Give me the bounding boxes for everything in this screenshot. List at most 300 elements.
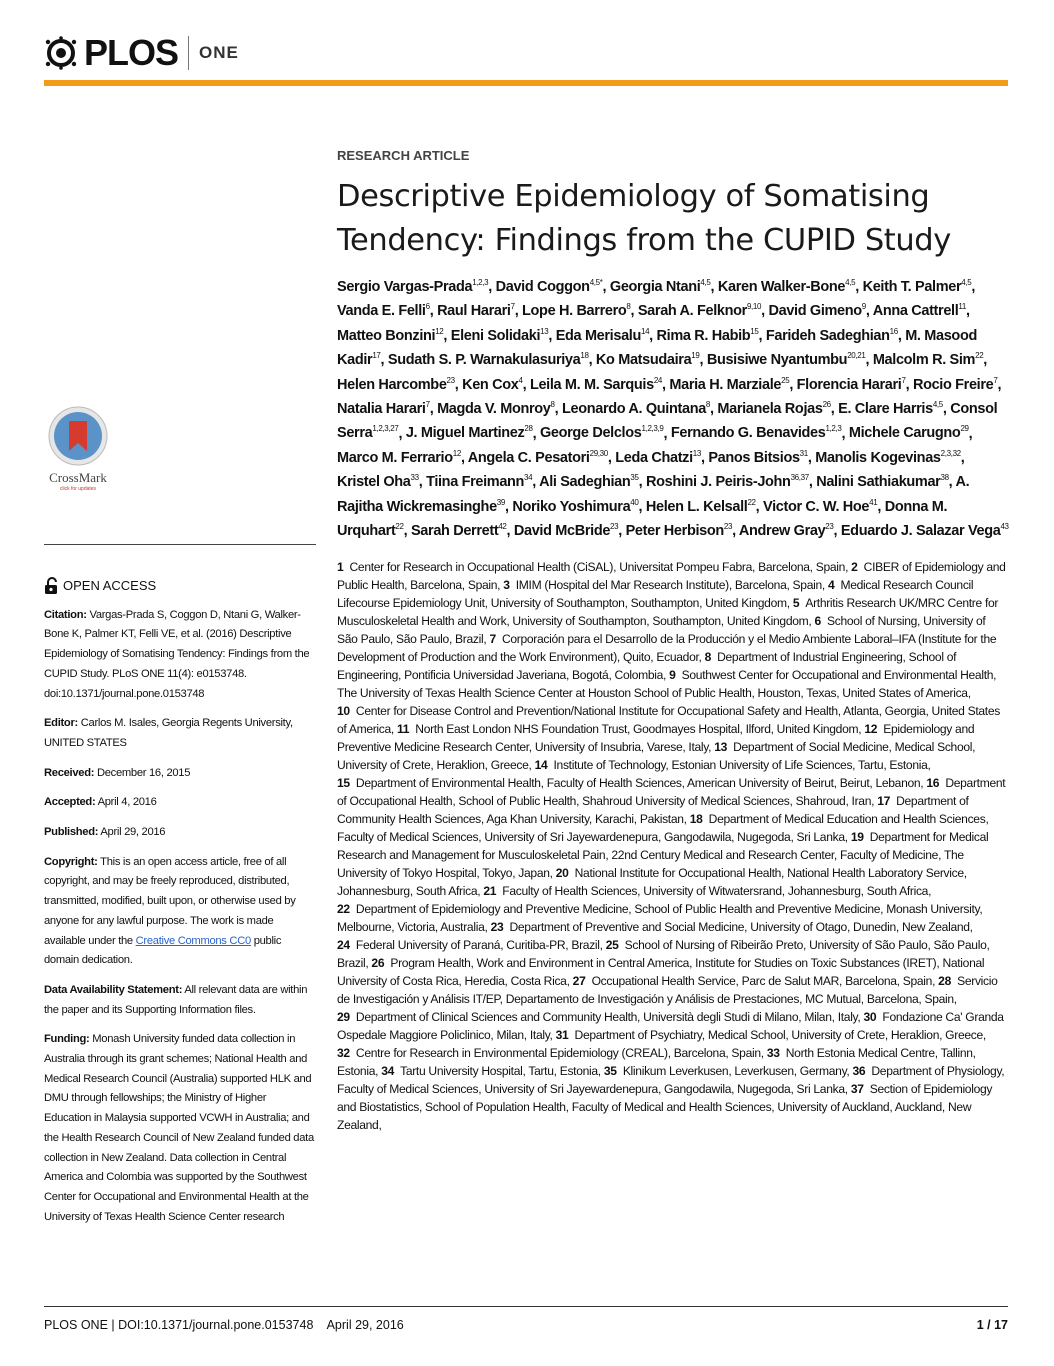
author-name: Sergio Vargas-Prada xyxy=(337,278,473,295)
page-number: 1 / 17 xyxy=(976,1318,1008,1332)
author-name: Manolis Kogevinas xyxy=(815,449,941,466)
author-affiliation-marks: 23 xyxy=(723,522,733,532)
author-affiliation-marks: 23 xyxy=(825,522,834,532)
author-affiliation-marks: 41 xyxy=(869,497,878,507)
author-affiliation-marks: 22 xyxy=(395,522,404,532)
author[interactable] xyxy=(522,303,630,319)
author[interactable] xyxy=(849,425,969,441)
affiliation-text: IMIM (Hospital del Mar Research Institute), Barcelona, Spain, xyxy=(515,577,825,592)
author-affiliation-marks: 13 xyxy=(540,326,549,336)
affiliation-text: Department of Social Medicine, Medical School, University of Crete, Heraklion, Greece, xyxy=(337,739,976,772)
author-affiliation-marks: 16 xyxy=(889,326,898,336)
author-affiliation-marks: 9,10 xyxy=(746,302,762,312)
received-label: Received: xyxy=(44,766,95,779)
journal-name: ONE xyxy=(199,43,239,62)
author[interactable] xyxy=(337,303,430,319)
author[interactable] xyxy=(337,377,455,393)
logo-divider xyxy=(188,36,189,70)
affiliation-number: 37 xyxy=(850,1081,864,1096)
author[interactable] xyxy=(540,425,664,441)
author-affiliation-marks: 8 xyxy=(626,302,631,312)
brand-name: PLOS xyxy=(84,32,179,73)
affiliation-number: 24 xyxy=(337,937,350,952)
author-affiliation-marks: 8 xyxy=(550,400,555,410)
author-name: Helen L. Kelsall xyxy=(645,498,748,515)
author[interactable] xyxy=(626,523,732,539)
affiliation xyxy=(604,1064,850,1078)
author-name: Roshini J. Peiris-John xyxy=(645,474,791,491)
affiliation-number: 21 xyxy=(483,883,497,898)
author-affiliation-marks: 4 xyxy=(518,375,523,385)
author-name: David Gimeno xyxy=(768,303,862,320)
affiliation-text: Department of Community Health Sciences, Aga Khan University, Karachi, Pakistan, xyxy=(337,793,969,826)
author[interactable] xyxy=(707,352,866,368)
affiliation xyxy=(573,974,935,988)
author-affiliation-marks: 9 xyxy=(861,302,866,312)
author-name: Eduardo J. Salazar Vega xyxy=(840,523,1001,540)
author[interactable] xyxy=(913,377,998,393)
author[interactable] xyxy=(863,279,972,295)
author-affiliation-marks: 19 xyxy=(691,351,700,361)
author-name: Andrew Gray xyxy=(738,523,826,540)
author-affiliation-marks: 4,5 xyxy=(845,278,856,287)
accepted-label: Accepted: xyxy=(44,796,96,809)
author-name: Malcolm R. Sim xyxy=(872,352,976,369)
affiliation xyxy=(503,578,825,592)
affiliation xyxy=(397,722,861,736)
copyright-text: This is an open access article, free of all copyright, and may be freely reproduced, distributed, transmitted, modified, built upon, or otherwise used by anyone for any lawful purpose. The work is made available under the xyxy=(44,855,296,947)
affiliation-text: Department of Industrial Engineering, School of Engineering, Pontificia Universidad Javeriana, Bogotá, Colombia, xyxy=(337,649,957,682)
author-affiliation-marks: 14 xyxy=(640,326,650,336)
affiliation-number: 30 xyxy=(863,1009,877,1024)
citation-label: Citation: xyxy=(44,608,87,621)
author-affiliation-marks: 34 xyxy=(524,473,533,483)
funding-label: Funding: xyxy=(44,1033,90,1046)
affiliation-number: 19 xyxy=(850,829,864,844)
author[interactable] xyxy=(657,328,759,344)
data-availability-text: All relevant data are within the paper and its Supporting Information files. xyxy=(44,983,308,1016)
affiliation-text: North Estonia Medical Centre, Tallinn, Estonia, xyxy=(337,1045,976,1078)
affiliation-number: 8 xyxy=(704,649,712,664)
affiliation-text: Department of Physiology, Faculty of Medical Sciences, University of Sri Jayewardenepura, Gangodawila, Nugegoda, Sri Lanka, xyxy=(337,1063,1005,1096)
open-lock-icon xyxy=(44,577,60,595)
accepted-text: April 4, 2016 xyxy=(97,796,157,809)
author-name: Sarah A. Felknor xyxy=(637,303,747,320)
author-name: Karen Walker-Bone xyxy=(717,278,846,295)
author[interactable] xyxy=(462,377,522,393)
author-name: Georgia Ntani xyxy=(609,278,701,295)
author-name: Noriko Yoshimura xyxy=(512,498,631,515)
author[interactable] xyxy=(873,303,966,319)
affiliation-text: Faculty of Health Sciences, University of Witwatersrand, Johannesburg, South Africa, xyxy=(502,883,932,898)
author-name: Eleni Solidaki xyxy=(450,327,541,344)
affiliation-number: 27 xyxy=(572,973,586,988)
affiliation-number: 25 xyxy=(605,937,619,952)
affiliation-number: 18 xyxy=(689,811,703,826)
author-affiliation-marks: 42 xyxy=(498,522,507,532)
published xyxy=(44,823,316,843)
author-affiliation-marks: 40 xyxy=(630,497,639,507)
affiliation-number: 14 xyxy=(534,757,548,772)
author-name: Leila M. M. Sarquis xyxy=(529,376,654,393)
affiliation-text: School of Nursing of Ribeirão Preto, University of São Paulo, São Paulo, Brazil, xyxy=(337,937,990,970)
open-access-badge xyxy=(44,576,316,596)
author-name: Raul Harari xyxy=(437,303,511,320)
author-name: Eda Merisalu xyxy=(555,327,641,344)
data-availability-label: Data Availability Statement: xyxy=(44,983,183,996)
author[interactable] xyxy=(496,279,603,295)
affiliation-text: Tartu University Hospital, Tartu, Estonia, xyxy=(400,1063,601,1078)
author-affiliation-marks: 17 xyxy=(372,351,381,361)
author[interactable] xyxy=(739,523,834,539)
author[interactable] xyxy=(717,401,830,417)
affiliation-number: 36 xyxy=(852,1063,866,1078)
affiliation-number: 20 xyxy=(555,865,569,880)
author[interactable] xyxy=(539,474,639,490)
author-name: J. Miguel Martinez xyxy=(405,425,525,442)
author[interactable] xyxy=(610,279,711,295)
author-name: Lope H. Barrero xyxy=(522,303,627,320)
affiliation-number: 1 xyxy=(337,559,344,574)
affiliation-text: Centre for Research in Environmental Epidemiology (CREAL), Barcelona, Spain, xyxy=(355,1045,764,1060)
author-name: Nalini Sathiakumar xyxy=(816,474,941,491)
author-affiliation-marks: 38 xyxy=(940,473,949,483)
author-name: Farideh Sadeghian xyxy=(765,327,890,344)
affiliation-text: Medical Research Council Lifecourse Epidemiology Unit, University of Southampton, Southampton, United Kingdom, xyxy=(337,577,974,610)
affiliation xyxy=(337,560,848,574)
author[interactable] xyxy=(337,474,419,490)
affiliation-text: Department of Psychiatry, Medical School, University of Crete, Heraklion, Greece, xyxy=(574,1027,986,1042)
article-sidebar xyxy=(44,576,316,1237)
author-affiliation-marks: 29 xyxy=(960,424,969,434)
author[interactable] xyxy=(388,352,589,368)
author-affiliation-marks: 6 xyxy=(425,302,430,312)
affiliation-text: Corporación para el Desarrollo de la Producción y el Medio Ambiente Laboral–IFA (Institute for the Development of Production and the Work Environment), Quito, Ecuador, xyxy=(337,631,997,664)
affiliation-text: Department of Medical Education and Health Sciences, Faculty of Medical Sciences, University of Sri Jayewardenepura, Gangodawila, Nugegoda, Sri Lanka, xyxy=(337,811,989,844)
author-name: Ko Matsudaira xyxy=(595,352,692,369)
author-affiliation-marks: 23 xyxy=(610,522,619,532)
affiliation-text: Department for Medical Research and Management for Musculoskeletal Pain, 22nd Century Medical and Research Center, Faculty of Medicine, The University of Tokyo Hospital, Tokyo, Japan, xyxy=(337,829,989,880)
author-affiliation-marks: 22 xyxy=(747,497,756,507)
author[interactable] xyxy=(406,425,533,441)
citation-text: Vargas-Prada S, Coggon D, Ntani G, Walker-Bone K, Palmer KT, Felli VE, et al. (2016) Descriptive Epidemiology of Somatising Tendency: Findings from the CUPID Study. PLoS ONE 11(4): e0153748. doi:10.1371/journal.pone.0153748 xyxy=(44,608,310,700)
author-name: A. Rajitha Wickremasinghe xyxy=(337,474,970,515)
editor-label: Editor: xyxy=(44,717,78,730)
header-rule xyxy=(44,80,1008,86)
author-name: E. Clare Harris xyxy=(838,400,933,417)
author[interactable] xyxy=(437,401,555,417)
article-type: RESEARCH ARTICLE xyxy=(337,148,470,163)
author-name: Rocio Freire xyxy=(912,376,994,393)
author[interactable] xyxy=(671,425,842,441)
author[interactable] xyxy=(768,303,865,319)
author-affiliation-marks: 12 xyxy=(435,326,444,336)
author-affiliation-marks: 23 xyxy=(446,375,455,385)
affiliation-text: Southwest Center for Occupational and Environmental Health, The University of Texas Health Science Center at Houston School of Public Health, Houston, Texas, United States of America, xyxy=(337,667,997,700)
author[interactable] xyxy=(596,352,700,368)
author-name: M. Masood Kadir xyxy=(337,327,977,369)
affiliation-number: 11 xyxy=(397,721,410,736)
data-availability xyxy=(44,981,316,1020)
author-affiliation-marks: 11 xyxy=(958,302,967,312)
author[interactable] xyxy=(426,474,532,490)
author-list: Sergio Vargas-Prada$^{1,2,3}$, David Coggon$^{4,5*}$, Georgia Ntani$^{4,5}$, Karen Walker-Bone$^{4,5}$, Keith T. Palmer$^{4,5}$, Vanda E. Felli$^6$, Raul Harari$^7$, Lope H. Barrero$^8$, Sarah A. Felknor$^{9,10}$, David Gimeno$^9$, Anna Cattrell$^{11}$, Matteo Bonzini$^{12}$, Eleni Solidaki$^{13}$, Eda Merisalu$^{14}$, Rima R. Habib$^{15}$, Farideh Sadeghian$^{16}$, M. Masood Kadir$^{17}$, Sudath S. P. Warnakulasuriya$^{18}$, Ko Matsudaira$^{19}$, Busisiwe Nyantumbu$^{20,21}$, Malcolm R. Sim$^{22}$, Helen Harcombe$^{23}$, Ken Cox$^4$, Leila M. M. Sarquis$^{24}$, Maria H. Marziale$^{25}$, Florencia Harari$^7$, Rocio Freire$^7$, Natalia Harari$^7$, Magda V. Monroy$^8$, Leonardo A. Quintana$^8$, Marianela Rojas$^{26}$, E. Clare Harris$^{4,5}$, Consol Serra$^{1,2,3,27}$, J. Miguel Martinez$^{28}$, George Delclos$^{1,2,3,9}$, Fernando G. Benavides$^{1,2,3}$, Michele Carugno$^{29}$, Marco M. Ferrario$^{12}$, Angela C. Pesatori$^{29,30}$, Leda Chatzi$^{13}$, Panos Bitsios$^{31}$, Manolis Kogevinas$^{2,3,32}$, Kristel Oha$^{33}$, Tiina Freimann$^{34}$, Ali Sadeghian$^{35}$, Roshini J. Peiris-John$^{36,37}$, Nalini Sathiakumar$^{38}$, A. Rajitha Wickremasinghe$^{39}$, Noriko Yoshimura$^{40}$, Helen L. Kelsall$^{22}$, Victor C. W. Hoe$^{41}$, Donna M. Urquhart$^{22}$, Sarah Derrett$^{42}$, David McBride$^{23}$, Peter Herbison$^{23}$, Andrew Gray$^{23}$, Eduardo J. Salazar Vega$^{43}$ xyxy=(337,278,1009,540)
affiliation-text: Institute of Technology, Estonian University of Life Sciences, Tartu, Estonia, xyxy=(553,757,931,772)
author-name: Michele Carugno xyxy=(848,425,961,442)
author[interactable] xyxy=(530,377,662,393)
editor-text: Carlos M. Isales, Georgia Regents University, UNITED STATES xyxy=(44,717,293,749)
author[interactable] xyxy=(437,303,515,319)
author-name: Ali Sadeghian xyxy=(539,474,631,491)
author-affiliation-marks: 7 xyxy=(510,302,515,312)
author[interactable] xyxy=(718,279,855,295)
accepted xyxy=(44,793,316,813)
author[interactable] xyxy=(337,328,443,344)
affiliation-number: 16 xyxy=(926,775,940,790)
author-name: Victor C. W. Hoe xyxy=(763,498,870,515)
author-name: Donna M. Urquhart xyxy=(337,498,948,540)
author[interactable] xyxy=(514,523,618,539)
author-name: Keith T. Palmer xyxy=(862,278,962,295)
crossmark-sub-label: click for updates xyxy=(59,486,97,492)
affiliation-text: Department of Environmental Health, Faculty of Health Sciences, American University of Beirut, Beirut, Lebanon, xyxy=(355,775,924,790)
affiliation xyxy=(337,776,923,790)
affiliation-text: Epidemiology and Preventive Medicine Research Center, University of Insubria, Varese, Italy, xyxy=(337,721,975,754)
affiliation xyxy=(535,758,931,772)
author-name: Maria H. Marziale xyxy=(669,376,782,393)
author-affiliation-marks: 4,5 xyxy=(961,278,972,287)
author-name: Helen Harcombe xyxy=(337,376,447,393)
affiliation-number: 23 xyxy=(490,919,504,934)
received-text: December 16, 2015 xyxy=(96,766,191,779)
affiliation-text: Center for Research in Occupational Health (CiSAL), Universitat Pompeu Fabra, Barcelona, Spain, xyxy=(349,559,849,574)
affiliation-text: North East London NHS Foundation Trust, Goodmayes Hospital, Ilford, United Kingdom, xyxy=(415,721,862,736)
affiliation-text: Department of Epidemiology and Preventive Medicine, School of Public Health and Preventive Medicine, Monash University, Melbourne, Victoria, Australia, xyxy=(337,901,983,934)
author-name: Magda V. Monroy xyxy=(437,400,551,417)
affiliation-number: 12 xyxy=(864,721,878,736)
affiliation xyxy=(337,1046,764,1060)
author[interactable] xyxy=(562,401,710,417)
affiliation-number: 2 xyxy=(851,559,858,574)
copyright-text-end: public domain dedication. xyxy=(44,934,282,967)
author-affiliation-marks: 31 xyxy=(799,448,808,458)
author[interactable] xyxy=(815,450,961,466)
author[interactable] xyxy=(337,401,430,417)
author-affiliation-marks: 25 xyxy=(781,375,790,385)
plos-logo-icon xyxy=(44,36,78,70)
affiliation-text: CIBER of Epidemiology and Public Health, Barcelona, Spain, xyxy=(337,559,1006,592)
author-name: Busisiwe Nyantumbu xyxy=(706,352,848,369)
affiliation xyxy=(337,938,603,952)
affiliation-text: Center for Disease Control and Prevention/National Institute for Occupational Safety and Health, Atlanta, Georgia, United States of America, xyxy=(337,703,1000,736)
author[interactable] xyxy=(838,401,943,417)
author[interactable] xyxy=(816,474,948,490)
affiliation-number: 31 xyxy=(555,1027,569,1042)
author-name: Leonardo A. Quintana xyxy=(562,400,706,417)
author-name: David Coggon xyxy=(495,278,590,295)
funding-text: Monash University funded data collection in Australia through its grant schemes; National Health and Medical Research Council (Australia) supported HLK and DMU through fellowships; the Ministry of Higher Education in Malaysia supported VCWH in Australia; and the Health Research Council of New Zealand funded data collection in New Zealand. Data collection in Central America and Colombia was supported by the Southwest Center for Occupational and Environmental Health at the University of Texas Health Science Center research xyxy=(44,1033,314,1223)
published-text: April 29, 2016 xyxy=(100,826,166,839)
author-name: Leda Chatzi xyxy=(615,449,693,466)
affiliation-text: Department of Preventive and Social Medicine, University of Otago, Dunedin, New Zealand, xyxy=(509,919,973,934)
author[interactable] xyxy=(451,328,549,344)
citation xyxy=(44,606,316,705)
footer-citation: PLOS ONE | DOI:10.1371/journal.pone.0153748 April 29, 2016 xyxy=(44,1318,404,1332)
author-name: Peter Herbison xyxy=(625,523,724,540)
author-name: Sudath S. P. Warnakulasuriya xyxy=(387,352,581,369)
affiliation-text: School of Nursing, University of São Paulo, São Paulo, Brazil, xyxy=(337,613,986,646)
author-affiliation-marks: 20,21 xyxy=(847,351,866,361)
author-name: Tiina Freimann xyxy=(426,474,525,491)
author-affiliation-marks: 39 xyxy=(496,497,505,507)
received xyxy=(44,764,316,784)
affiliation xyxy=(337,1010,860,1024)
author-affiliation-marks: 4,5* xyxy=(589,278,603,287)
copyright xyxy=(44,853,316,971)
author-affiliation-marks: 26 xyxy=(822,400,831,410)
author-name: Marco M. Ferrario xyxy=(337,449,453,466)
author-name: Marianela Rojas xyxy=(717,400,823,417)
creative-commons-link[interactable]: Creative Commons CC0 xyxy=(135,934,251,947)
affiliation-number: 34 xyxy=(381,1063,394,1078)
affiliation-number: 15 xyxy=(337,775,350,790)
article-title: Descriptive Epidemiology of Somatising Tendency: Findings from the CUPID Study xyxy=(337,179,951,258)
affiliation-number: 35 xyxy=(603,1063,617,1078)
author-name: David McBride xyxy=(513,523,611,540)
author[interactable] xyxy=(646,474,809,490)
author-name: Matteo Bonzini xyxy=(337,327,436,344)
author-affiliation-marks: 1,2,3,9 xyxy=(641,424,664,434)
author-affiliation-marks: 7 xyxy=(993,375,998,385)
author-affiliation-marks: 43 xyxy=(1000,522,1009,532)
author[interactable] xyxy=(337,279,488,295)
author[interactable] xyxy=(337,450,461,466)
affiliation-number: 28 xyxy=(938,973,951,988)
affiliation-text: Department of Clinical Sciences and Community Health, Università degli Studi di Milano, Milan, Italy, xyxy=(355,1009,861,1024)
affiliation-text: Section of Epidemiology and Biostatistics, School of Population Health, Faculty of Medical and Health Sciences, University of Auckland, Auckland, New Zealand, xyxy=(337,1081,993,1132)
author-name: Fernando G. Benavides xyxy=(670,425,826,442)
author[interactable] xyxy=(411,523,507,539)
author-name: Anna Cattrell xyxy=(872,303,959,320)
affiliation-text: Fondazione Ca' Granda Ospedale Maggiore Policlinico, Milan, Italy, xyxy=(337,1009,1004,1042)
author-name: Natalia Harari xyxy=(337,400,426,417)
plos-one-logo[interactable] xyxy=(44,32,239,74)
author-affiliation-marks: 4,5 xyxy=(700,278,711,287)
affiliation-list xyxy=(337,558,1009,1134)
author-affiliation-marks: 7 xyxy=(901,375,906,385)
affiliation-number: 5 xyxy=(792,595,800,610)
author-affiliation-marks: 33 xyxy=(410,473,419,483)
author-affiliation-marks: 15 xyxy=(750,326,759,336)
affiliation-number: 17 xyxy=(877,793,890,808)
open-access-label: OPEN ACCESS xyxy=(63,578,157,593)
author[interactable] xyxy=(766,328,898,344)
author-affiliation-marks: 1,2,3 xyxy=(825,424,842,434)
author-name: Sarah Derrett xyxy=(410,523,499,540)
copyright-label: Copyright: xyxy=(44,855,98,868)
author-name: Rima R. Habib xyxy=(656,327,751,344)
affiliation-text: Department of Occupational Health, School of Public Health, Shahroud University of Medical Sciences, Shahroud, Iran, xyxy=(337,775,1006,808)
footer-rule xyxy=(44,1306,1008,1307)
affiliation-number: 9 xyxy=(669,667,676,682)
crossmark-icon xyxy=(47,405,109,467)
author-affiliation-marks: 35 xyxy=(630,473,639,483)
affiliation-text: Occupational Health Service, Parc de Salut MAR, Barcelona, Spain, xyxy=(591,973,936,988)
author[interactable] xyxy=(873,352,983,368)
author-affiliation-marks: 7 xyxy=(425,400,430,410)
affiliation-text: Klinikum Leverkusen, Leverkusen, Germany, xyxy=(622,1063,850,1078)
affiliation xyxy=(491,920,973,934)
affiliation-number: 3 xyxy=(503,577,510,592)
affiliation-text: Federal University of Paraná, Curitiba-PR, Brazil, xyxy=(355,937,603,952)
author-name: Panos Bitsios xyxy=(708,449,800,466)
affiliation-number: 13 xyxy=(714,739,728,754)
author[interactable] xyxy=(797,377,906,393)
author-affiliation-marks: 22 xyxy=(975,351,984,361)
author[interactable] xyxy=(646,499,756,515)
article-main xyxy=(337,148,1009,1134)
author[interactable] xyxy=(615,450,701,466)
author-affiliation-marks: 2,3,32 xyxy=(940,448,961,458)
affiliation xyxy=(381,1064,601,1078)
author-name: George Delclos xyxy=(539,425,642,442)
affiliation-number: 7 xyxy=(489,631,496,646)
sidebar-rule xyxy=(44,544,316,545)
author-affiliation-marks: 12 xyxy=(452,448,461,458)
crossmark-badge[interactable] xyxy=(42,405,114,492)
author-affiliation-marks: 8 xyxy=(705,400,711,410)
author[interactable] xyxy=(669,377,789,393)
affiliation-number: 33 xyxy=(766,1045,780,1060)
affiliation-text: Servicio de Investigación y Análisis IT/EP, Departamento de Investigación y Análisis de Prestaciones, MC Mutual, Barcelona, Spain, xyxy=(337,973,998,1006)
author[interactable] xyxy=(468,450,608,466)
affiliation-number: 6 xyxy=(814,613,821,628)
author-affiliation-marks: 4,5 xyxy=(932,400,943,410)
affiliation-number: 22 xyxy=(337,901,350,916)
author-affiliation-marks: 1,2,3 xyxy=(472,278,489,287)
affiliation-number: 10 xyxy=(337,703,350,718)
author-name: Vanda E. Felli xyxy=(337,303,426,320)
author[interactable] xyxy=(512,499,638,515)
affiliation-number: 32 xyxy=(337,1045,350,1060)
author-affiliation-marks: 13 xyxy=(692,448,701,458)
funding xyxy=(44,1030,316,1227)
author[interactable] xyxy=(841,523,1009,539)
affiliation-number: 26 xyxy=(371,955,385,970)
published-label: Published: xyxy=(44,826,99,839)
affiliation xyxy=(483,884,931,898)
author-affiliation-marks: 36,37 xyxy=(790,473,809,483)
affiliation-number: 29 xyxy=(337,1009,350,1024)
author-name: Angela C. Pesatori xyxy=(467,449,590,466)
author[interactable] xyxy=(556,328,649,344)
author-name: Kristel Oha xyxy=(337,474,411,491)
crossmark-label: CrossMark xyxy=(49,470,107,485)
author[interactable] xyxy=(708,450,808,466)
affiliation-text: National Institute for Occupational Health, National Health Laboratory Service, Johannesburg, South Africa, xyxy=(337,865,967,898)
author-affiliation-marks: 29,30 xyxy=(589,448,608,458)
author[interactable] xyxy=(638,303,761,319)
editor xyxy=(44,714,316,753)
author[interactable] xyxy=(763,499,877,515)
author-affiliation-marks: 24 xyxy=(653,375,663,385)
author-name: Consol Serra xyxy=(337,400,998,442)
author-affiliation-marks: 18 xyxy=(580,351,589,361)
affiliation xyxy=(556,1028,986,1042)
journal-header xyxy=(44,30,1008,86)
author-affiliation-marks: 1,2,3,27 xyxy=(372,424,399,434)
author-affiliation-marks: 28 xyxy=(524,424,533,434)
